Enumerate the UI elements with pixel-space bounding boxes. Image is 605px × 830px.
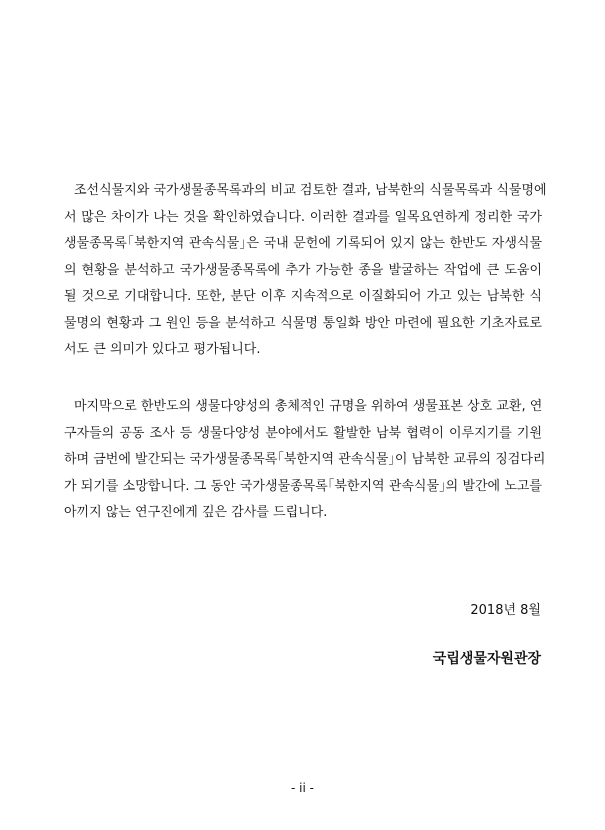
paragraph-line: 구자들의 공동 조사 등 생물다양성 분야에서도 활발한 남북 협력이 이루지기를 기원 [64, 425, 542, 441]
paragraph-line: 서 많은 차이가 나는 것을 확인하였습니다. 이러한 결과를 일목요연하게 정리한 국가 [64, 209, 542, 225]
paragraph-2 [64, 394, 546, 527]
paragraph-line: 아끼지 않는 연구진에게 깊은 감사를 드립니다. [64, 505, 328, 520]
paragraph-line: 마지막으로 한반도의 생물다양성의 총체적인 규명을 위하여 생물표본 상호 교환, 연 [74, 399, 543, 414]
paragraph-line: 의 현황을 분석하고 국가생물종목록에 추가 가능한 종을 발굴하는 작업에 큰 도움이 [64, 262, 542, 278]
paragraph-line: 가 되기를 소망합니다. 그 동안 국가생물종목록｢북한지역 관속식물｣의 발간에 노고를 [64, 478, 542, 494]
document-date: 2018년 8월 [470, 603, 541, 618]
signature-title: 국립생물자원관장 [432, 651, 541, 667]
paragraph-line: 서도 큰 의미가 있다고 평가됩니다. [64, 342, 261, 357]
paragraph-1 [64, 178, 547, 364]
paragraph-line: 하며 금번에 발간되는 국가생물종목록｢북한지역 관속식물｣이 남북한 교류의 징검다리 [64, 452, 546, 467]
paragraph-line: 될 것으로 기대합니다. 또한, 분단 이후 지속적으로 이질화되어 가고 있는 남북한 식 [64, 289, 542, 304]
paragraph-line: 생물종목록｢북한지역 관속식물｣은 국내 문헌에 기록되어 있지 않는 한반도 자생식물 [64, 236, 542, 251]
paragraph-line: 조선식물지와 국가생물종목록과의 비교 검토한 결과, 남북한의 식물목록과 식물명에 [74, 183, 547, 198]
page-number: - ii - [291, 781, 314, 795]
paragraph-line: 물명의 현황과 그 원인 등을 분석하고 식물명 통일화 방안 마련에 필요한 기초자료로 [64, 315, 542, 331]
